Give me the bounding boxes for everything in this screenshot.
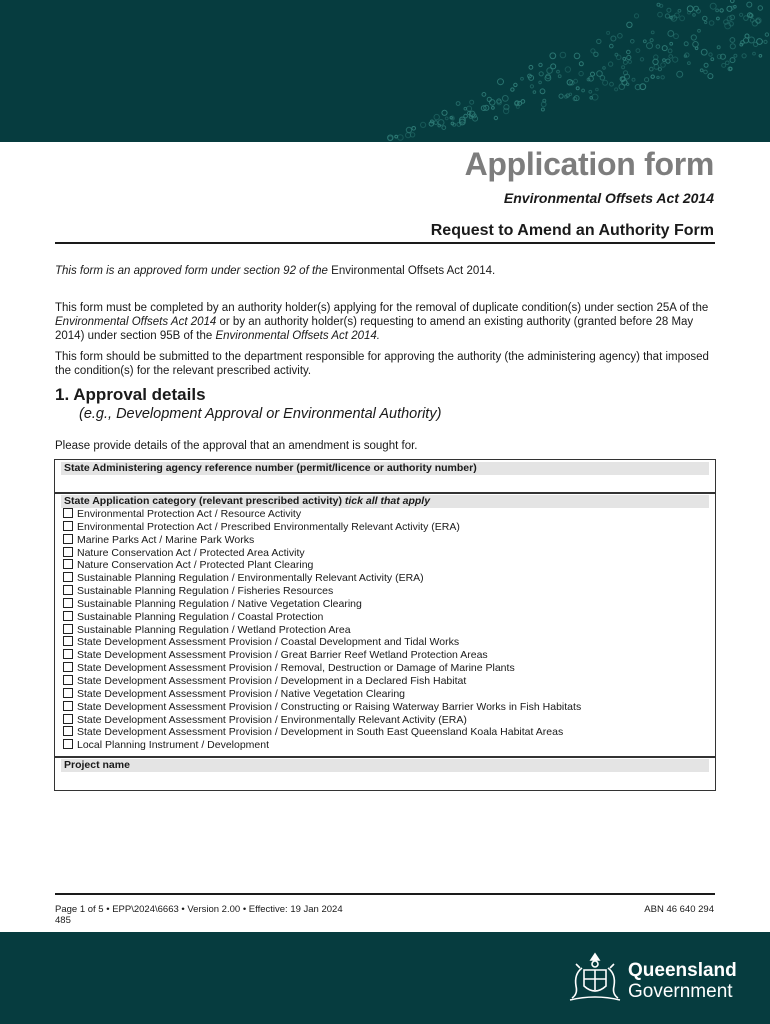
decorative-dot (691, 35, 696, 40)
agency-reference-label: State Administering agency reference number (permit/licence or authority number) (61, 462, 709, 475)
project-name-field (54, 756, 716, 791)
decorative-dot (591, 49, 595, 53)
approved-act: Environmental Offsets Act 2014. (331, 265, 496, 277)
form-title: Request to Amend an Authority Form (430, 222, 714, 239)
checkbox[interactable] (63, 688, 73, 698)
decorative-dot (541, 102, 546, 107)
category-label-text: State Application category (relevant prescribed activity) (64, 495, 342, 507)
decorative-dot (669, 55, 673, 59)
decorative-dot (657, 76, 659, 78)
checkbox[interactable] (63, 508, 73, 518)
wordmark-line-2: Government (628, 981, 733, 1002)
checkbox-label: State Development Assessment Provision / Constructing or Raising Waterway Barrier Works in Fish Habitats (77, 700, 582, 713)
decorative-dot (603, 67, 606, 70)
decorative-dot (579, 62, 583, 66)
decorative-dot (592, 94, 598, 100)
decorative-dot (543, 99, 546, 102)
decorative-dot (451, 122, 454, 125)
checkbox[interactable] (63, 521, 73, 531)
decorative-dot (730, 38, 735, 43)
section-1-subheading: (e.g., Development Approval or Environmental Authority) (79, 406, 442, 422)
decorative-dot (698, 29, 701, 32)
category-checkbox-item[interactable] (63, 701, 715, 714)
decorative-dot (611, 36, 616, 41)
decorative-dot (730, 58, 735, 63)
category-checkbox-item[interactable] (63, 649, 715, 662)
decorative-dot (730, 44, 735, 49)
decorative-dot (670, 42, 673, 45)
decorative-dot (579, 71, 583, 75)
checkbox[interactable] (63, 701, 73, 711)
approved-form-statement (55, 264, 715, 278)
checkbox-label: Sustainable Planning Regulation / Environmentally Relevant Activity (ERA) (77, 572, 424, 585)
decorative-dot (530, 85, 533, 88)
decorative-dot (511, 88, 514, 91)
decorative-dot (560, 52, 566, 58)
decorative-dot (498, 79, 504, 85)
decorative-dot (677, 71, 683, 77)
category-checkbox-item[interactable] (63, 662, 715, 675)
checkbox-label: State Development Assessment Provision / Great Barrier Reef Wetland Protection Areas (77, 649, 488, 662)
project-name-input[interactable] (61, 772, 709, 786)
decorative-dot (618, 34, 623, 39)
checkbox[interactable] (63, 662, 73, 672)
decorative-dot-pattern (0, 0, 770, 142)
category-checkbox-item[interactable] (63, 726, 715, 739)
checkbox-label: Local Planning Instrument / Development (77, 739, 270, 752)
decorative-dot (622, 66, 625, 69)
checkbox[interactable] (63, 572, 73, 582)
decorative-dot (742, 54, 746, 58)
checkbox-label: Sustainable Planning Regulation / Fisheries Resources (77, 585, 334, 598)
queensland-crest-icon (566, 950, 624, 1004)
category-checkbox-item[interactable] (63, 636, 715, 649)
checkbox[interactable] (63, 726, 73, 736)
decorative-dot (539, 72, 543, 76)
decorative-dot (551, 64, 556, 69)
category-hint: tick all that apply (344, 495, 431, 507)
category-checkbox-item[interactable] (63, 521, 715, 534)
checkbox[interactable] (63, 714, 73, 724)
decorative-dot (558, 75, 561, 78)
decorative-dot (765, 33, 768, 36)
checkbox-label: Environmental Protection Act / Prescribed Environmentally Relevant Activity (ERA) (77, 520, 460, 533)
decorative-dot (704, 70, 708, 74)
approved-prefix: This form is an approved form under section 92 of the (55, 265, 328, 277)
checkbox-label: Marine Parks Act / Marine Park Works (77, 533, 255, 546)
wordmark-line-1: Queensland (628, 960, 737, 981)
decorative-dot (658, 68, 661, 71)
p2-act-1: Environmental Offsets Act 2014 (55, 316, 217, 328)
completion-instructions (55, 301, 715, 343)
decorative-dot (456, 102, 460, 106)
decorative-dot (574, 53, 580, 59)
p2-part-a: This form must be completed by an authority holder(s) applying for the removal of duplicate condition(s) under section 25A of the (55, 302, 709, 314)
decorative-dot (521, 77, 524, 80)
title-divider (55, 242, 715, 244)
category-checkbox-item[interactable] (63, 598, 715, 611)
decorative-dot (589, 90, 592, 93)
category-label (61, 495, 709, 508)
decorative-dot (607, 31, 610, 34)
submission-instructions: This form should be submitted to the department responsible for approving the authority (the administering agency) that imposed the condition(s) for the relevant prescribed activity. (55, 351, 709, 377)
decorative-dot (623, 57, 626, 60)
checkbox[interactable] (63, 598, 73, 608)
decorative-dot (663, 59, 666, 62)
decorative-dot (740, 13, 743, 16)
decorative-dot (627, 22, 632, 27)
checkbox-label: State Development Assessment Provision / Environmentally Relevant Activity (ERA) (77, 713, 467, 726)
section-1-instruction: Please provide details of the approval that an amendment is sought for. (55, 440, 418, 452)
decorative-dot (749, 37, 755, 43)
checkbox-label: State Development Assessment Provision / Native Vegetation Clearing (77, 687, 406, 700)
decorative-dot (684, 42, 688, 46)
decorative-dot (666, 59, 670, 63)
decorative-dot (709, 21, 714, 26)
checkbox[interactable] (63, 675, 73, 685)
decorative-dot (653, 59, 658, 64)
decorative-dot (467, 106, 472, 111)
decorative-dot (541, 108, 544, 111)
p2-act-2: Environmental Offsets Act 2014. (215, 330, 380, 342)
decorative-dot (668, 49, 672, 53)
decorative-dot (688, 62, 691, 65)
decorative-dot (678, 9, 681, 12)
checkbox[interactable] (63, 585, 73, 595)
checkbox-label: Sustainable Planning Regulation / Native Vegetation Clearing (77, 597, 362, 610)
decorative-dot (540, 89, 545, 94)
checkbox-label: Sustainable Planning Regulation / Wetland Protection Area (77, 623, 351, 636)
checkbox[interactable] (63, 547, 73, 557)
decorative-dot (645, 78, 649, 82)
decorative-dot (502, 96, 508, 102)
decorative-dot (693, 42, 699, 48)
checkbox-label: State Development Assessment Provision / Development in a Declared Fish Habitat (77, 674, 467, 687)
decorative-dot (758, 6, 762, 10)
header-banner (0, 0, 770, 142)
decorative-dot (716, 9, 719, 12)
decorative-dot (631, 40, 635, 44)
decorative-dot (550, 53, 556, 59)
decorative-dot (661, 76, 664, 79)
decorative-dot (636, 49, 640, 53)
decorative-dot (693, 14, 696, 17)
decorative-dot (596, 88, 599, 91)
decorative-dot (482, 93, 486, 97)
decorative-dot (650, 39, 653, 42)
decorative-dot (667, 8, 671, 12)
decorative-dot (656, 45, 660, 49)
category-checkbox-item[interactable] (63, 559, 715, 572)
decorative-dot (757, 39, 763, 45)
category-checkbox-item[interactable] (63, 714, 715, 727)
decorative-dot (627, 50, 631, 54)
decorative-dot (711, 58, 714, 61)
decorative-dot (615, 88, 618, 91)
decorative-dot (438, 120, 444, 126)
checkbox-label: Nature Conservation Act / Protected Plant Clearing (77, 559, 314, 572)
page-info-line-2: 485 (55, 915, 71, 926)
decorative-dot (710, 3, 716, 9)
decorative-dot (603, 80, 608, 85)
checkbox[interactable] (63, 636, 73, 646)
decorative-dot (651, 75, 654, 78)
decorative-dot (703, 16, 707, 20)
checkbox[interactable] (63, 739, 73, 749)
decorative-dot (709, 53, 712, 56)
decorative-dot (764, 40, 767, 43)
project-name-label: Project name (61, 759, 709, 772)
section-1-heading: 1. Approval details (55, 385, 206, 404)
decorative-dot (704, 63, 708, 67)
decorative-dot (610, 82, 614, 86)
agency-reference-input[interactable] (61, 475, 709, 489)
decorative-dot (662, 46, 667, 51)
decorative-dot (434, 114, 439, 119)
checkbox-label: State Development Assessment Provision / Development in South East Queensland Koala Habitat Areas (77, 726, 564, 739)
decorative-dot (700, 69, 703, 72)
decorative-dot (658, 12, 663, 17)
category-checkbox-item[interactable] (63, 585, 715, 598)
decorative-dot (634, 14, 638, 18)
decorative-dot (661, 63, 666, 68)
category-checkbox-item[interactable] (63, 675, 715, 688)
decorative-dot (597, 71, 603, 77)
decorative-dot (731, 0, 735, 3)
decorative-dot (708, 74, 713, 79)
checkbox-label: Environmental Protection Act / Resource Activity (77, 508, 302, 520)
decorative-dot (665, 14, 669, 18)
decorative-dot (557, 70, 560, 73)
category-checkbox-item[interactable] (63, 572, 715, 585)
category-checkbox-item[interactable] (63, 534, 715, 547)
page-info-line-1: Page 1 of 5 • EPP\2024\6663 • Version 2.00 • Effective: 19 Jan 2024 (55, 904, 343, 915)
decorative-dot (717, 17, 720, 20)
decorative-dot (747, 2, 752, 7)
decorative-dot (576, 87, 579, 90)
page-title: Application form (464, 146, 714, 182)
queensland-government-wordmark (628, 960, 737, 1002)
checkbox-label: State Development Assessment Provision / Removal, Destruction or Damage of Marine Plants (77, 662, 515, 675)
decorative-dot (533, 91, 536, 94)
decorative-dot (627, 55, 631, 59)
decorative-dot (674, 34, 679, 39)
decorative-dot (539, 81, 542, 84)
decorative-dot (494, 116, 497, 119)
decorative-dot (650, 67, 654, 71)
category-checkbox-item[interactable] (63, 688, 715, 701)
decorative-dot (687, 6, 693, 12)
act-subtitle: Environmental Offsets Act 2014 (503, 190, 714, 206)
decorative-dot (434, 121, 438, 125)
decorative-dot (647, 43, 653, 49)
agency-reference-field (54, 459, 716, 494)
checkbox-label: State Development Assessment Provision / Coastal Development and Tidal Works (77, 636, 460, 649)
decorative-dot (514, 83, 517, 86)
category-checkbox-item[interactable] (63, 739, 715, 752)
decorative-dot (726, 61, 730, 65)
decorative-dot (565, 67, 570, 72)
category-checkbox-item[interactable] (63, 547, 715, 560)
decorative-dot (442, 110, 447, 115)
decorative-dot (673, 57, 678, 62)
footer-page-info (55, 904, 343, 926)
decorative-dot (717, 46, 720, 49)
decorative-dot (492, 107, 495, 110)
footer-divider (55, 893, 715, 895)
checkbox-label: Sustainable Planning Regulation / Coastal Protection (77, 610, 324, 623)
decorative-dot (717, 55, 721, 59)
decorative-dot (680, 16, 685, 21)
decorative-dot (591, 72, 595, 76)
decorative-dot (651, 31, 654, 34)
decorative-dot (489, 100, 495, 106)
decorative-dot (610, 44, 614, 48)
decorative-dot (406, 127, 411, 132)
decorative-dot (559, 94, 563, 98)
decorative-dot (720, 9, 723, 12)
checkbox[interactable] (63, 611, 73, 621)
decorative-dot (759, 55, 762, 58)
decorative-dot (597, 39, 601, 43)
category-checkbox-item[interactable] (63, 624, 715, 637)
decorative-dot (628, 60, 631, 63)
decorative-dot (701, 49, 707, 55)
category-checkbox-list (55, 508, 715, 752)
decorative-dot (668, 31, 674, 37)
decorative-dot (705, 21, 707, 23)
decorative-dot (539, 63, 542, 66)
decorative-dot (398, 135, 404, 141)
decorative-dot (421, 122, 426, 127)
decorative-dot (643, 40, 646, 43)
decorative-dot (623, 60, 627, 64)
checkbox-label: Nature Conservation Act / Protected Area Activity (77, 546, 305, 559)
decorative-dot (504, 105, 509, 110)
checkbox[interactable] (63, 624, 73, 634)
decorative-dot (442, 126, 446, 130)
decorative-dot (632, 78, 635, 81)
category-checkbox-item[interactable] (63, 508, 715, 521)
decorative-dot (743, 38, 748, 43)
footer-abn: ABN 46 640 294 (644, 904, 714, 915)
checkbox[interactable] (63, 534, 73, 544)
p2-part-b: or by an authority holder(s) requesting to amend an existing authority (granted before 28 May 2014) under section 95B of the (55, 316, 694, 342)
decorative-dot (529, 65, 533, 69)
decorative-dot (616, 55, 621, 60)
decorative-dot (445, 117, 448, 120)
category-field (54, 492, 716, 758)
checkbox[interactable] (63, 649, 73, 659)
decorative-dot (657, 3, 660, 6)
decorative-dot (734, 54, 737, 57)
decorative-dot (722, 63, 726, 67)
decorative-dot (406, 133, 411, 138)
decorative-dot (412, 127, 416, 131)
decorative-dot (582, 89, 585, 92)
category-checkbox-item[interactable] (63, 611, 715, 624)
checkbox[interactable] (63, 559, 73, 569)
decorative-dot (640, 58, 643, 61)
decorative-dot (740, 43, 743, 46)
decorative-dot (608, 62, 612, 66)
decorative-dot (470, 100, 474, 104)
decorative-dot (753, 52, 756, 55)
